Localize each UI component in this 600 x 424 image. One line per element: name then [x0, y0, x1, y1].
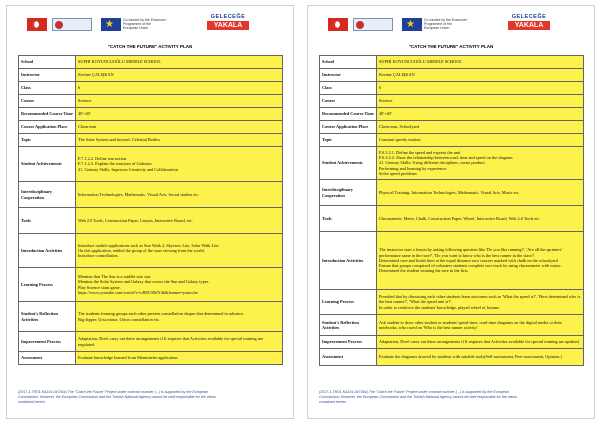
row-label: Introduction Activities	[320, 232, 377, 290]
logo-header	[7, 6, 293, 44]
plan-table	[18, 55, 283, 365]
page-title: "CATCH THE FUTURE" ACTIVITY PLAN	[408, 44, 494, 49]
project-logo-bottom: YAKALA	[207, 21, 249, 30]
row-label: Topic	[320, 134, 377, 147]
row-label: Recommended Course Time	[320, 108, 377, 121]
row-value	[377, 108, 584, 121]
footer-note	[319, 390, 584, 406]
eu-flag-icon	[402, 18, 422, 31]
row-label: Class	[19, 82, 76, 95]
row-label: Recommended Course Time	[19, 108, 76, 121]
row-value-line: Kerime ÇALIŞKAN	[379, 72, 415, 78]
row-label: Improvement Process	[320, 336, 377, 349]
footer-line: (2017-1-TR01-KA101-047364) The "Catch the Future" Project under contract number (...) is supported by the European	[18, 390, 208, 394]
row-value-line: SUPHI KOYUNCUOĞLU MIDDLE SCHOOL	[78, 59, 161, 65]
turkey-flag-icon	[328, 18, 348, 31]
row-value-line: Determined the student winning the race in the first.	[379, 268, 469, 274]
row-value-line: 40'+40'	[379, 111, 392, 117]
row-value-line: 6	[379, 85, 382, 91]
row-value-line: https://www.youtube.com/watch?v=oH8C90tJYdk&feature=youtu.be	[78, 289, 198, 295]
table-row	[19, 134, 283, 147]
row-value	[377, 147, 584, 180]
row-value-line: Science	[78, 98, 92, 104]
row-value-line: Information Technologies, Mathematic, Visual Arts, Social studies etc.	[78, 191, 200, 197]
row-value-line: Evaluate knowledge learned from Mentimeter application.	[78, 355, 179, 361]
table-row	[320, 315, 584, 336]
row-label: Instructor	[19, 69, 76, 82]
row-label: Assessment	[19, 352, 76, 365]
row-value	[76, 56, 283, 69]
row-value-line: 40'+40'	[78, 111, 91, 117]
row-label: Class	[320, 82, 377, 95]
table-row	[19, 302, 283, 332]
erasmus-cofund-text: Co-funded by the Erasmus+ Programme of the European Union	[123, 18, 167, 31]
table-row	[320, 180, 584, 206]
footer-line: (2017-1-TR01-KA101-047364) The "Catch the Future" Project under contract number (...) is supported by the European	[319, 390, 509, 394]
row-value	[377, 290, 584, 315]
row-value-line: Introduce mobile applications such as Star Walk 2, Skyview Lite, Solar Walk Lite.	[78, 242, 220, 248]
table-row	[320, 56, 584, 69]
row-value-line: Mention the Solar System and Galaxy that covers the Sun and Galaxy types.	[78, 279, 210, 285]
row-label: Student's Reflection Activities	[19, 302, 76, 332]
row-value-line: The instructor start a lesson by asking following question like 'Do you like running?', 'Are all the sprinters' performance same in the race?', 'Do you want to know who is the best runner in the class?'.	[379, 247, 563, 258]
row-label: Course Application Place	[19, 121, 76, 134]
row-value-line: The students forming groups each other present constellation shapes that determined in advance.	[78, 311, 244, 317]
project-logo-top: GELECEĞE	[210, 14, 246, 20]
row-value-line: The Solar System and beyond: Celestial Bodies	[78, 137, 160, 143]
table-row	[320, 82, 584, 95]
row-value	[377, 180, 584, 206]
table-row	[320, 232, 584, 290]
row-value-line: Big dipper, Ursa minor, Orion constellation etc.	[78, 316, 160, 322]
row-value-line: Classroom, Schoolyard	[379, 124, 420, 130]
row-value	[377, 206, 584, 232]
table-row	[19, 147, 283, 182]
row-value	[76, 95, 283, 108]
row-value	[76, 134, 283, 147]
table-row	[19, 82, 283, 95]
row-value	[76, 352, 283, 365]
project-logo	[202, 14, 254, 36]
table-row	[19, 268, 283, 302]
activity-plan-page-1	[6, 5, 294, 419]
row-value-line: Introduce constellation.	[78, 253, 119, 259]
table-row	[19, 121, 283, 134]
row-label: Tools	[320, 206, 377, 232]
row-value	[76, 82, 283, 95]
row-value	[377, 82, 584, 95]
footer-note	[18, 390, 283, 406]
row-label: Course Application Place	[320, 121, 377, 134]
table-row	[320, 290, 584, 315]
footer-line: contained herein.	[18, 400, 46, 405]
table-row	[320, 147, 584, 180]
table-row	[19, 208, 283, 234]
row-value	[76, 147, 283, 182]
row-value	[76, 268, 283, 302]
row-label: Instructor	[320, 69, 377, 82]
row-value	[76, 69, 283, 82]
project-logo-top: GELECEĞE	[511, 14, 547, 20]
table-row	[19, 95, 283, 108]
project-logo	[503, 14, 555, 36]
table-row	[320, 69, 584, 82]
row-value-line: Science	[379, 98, 393, 104]
national-agency-logo	[353, 18, 393, 31]
row-value-line: 21. Century Skills; Using different disciplines, create product.	[379, 160, 486, 166]
table-row	[320, 108, 584, 121]
row-label: Topic	[19, 134, 76, 147]
row-value-line: F.7.1.2.2. Define star notion.	[78, 156, 128, 162]
row-value-line: F.6.3.2.1. Define the speed and express the unit	[379, 149, 461, 155]
row-label: Student Achievements	[320, 147, 377, 180]
row-label: Student Achievements	[19, 147, 76, 182]
row-value	[76, 332, 283, 352]
table-row	[320, 349, 584, 366]
table-row	[320, 95, 584, 108]
footer-line: contained herein.	[319, 400, 347, 405]
row-value-line: Classroom	[78, 124, 97, 130]
row-value	[377, 69, 584, 82]
project-logo-bottom: YAKALA	[508, 21, 550, 30]
row-label: School	[320, 56, 377, 69]
row-value	[377, 336, 584, 349]
row-value	[76, 302, 283, 332]
table-row	[320, 336, 584, 349]
logo-header	[308, 6, 594, 44]
table-row	[320, 121, 584, 134]
row-value	[377, 315, 584, 336]
table-row	[19, 182, 283, 208]
row-label: School	[19, 56, 76, 69]
row-value	[76, 234, 283, 268]
row-value-line: Chronometer, Meter, Chalk, Construction Paper, Wheel, Interactive Board, Web 2.0 Tools etc.	[379, 215, 541, 221]
row-value-line: 6	[78, 85, 81, 91]
row-value	[76, 108, 283, 121]
row-value-line: Web 2.0 Tools, Construction Paper, Crayon, Interactive Board, etc.	[78, 217, 193, 223]
plan-table	[319, 55, 584, 366]
table-row	[320, 206, 584, 232]
footer-line: Commission. However, the European Commission and the Turkish National Agency cannot be held responsible for the views	[18, 395, 216, 400]
row-label: Tools	[19, 208, 76, 234]
row-label: Improvement Process	[19, 332, 76, 352]
row-value-line: 21. Century Skills; Improves Creativity and Collaboration	[78, 166, 178, 172]
national-agency-logo	[52, 18, 92, 31]
row-value-line: Mention that The Sun is a middle size star.	[78, 273, 152, 279]
table-row	[19, 332, 283, 352]
row-label: Assessment	[320, 349, 377, 366]
row-value-line: Ensure that groups comprised of volunteer students complete race track by using chronometer with music.	[379, 263, 562, 269]
eu-flag-icon	[101, 18, 121, 31]
row-value	[76, 208, 283, 234]
row-label: Course	[19, 95, 76, 108]
row-value	[377, 95, 584, 108]
row-label: Learning Process	[19, 268, 76, 302]
row-label: Interdisciplinary Cooperation	[320, 180, 377, 206]
row-value	[76, 182, 283, 208]
row-value-line: In order to reinforce the students' knowledge, played wheel of fortune.	[379, 304, 501, 310]
row-value-line: SUPHİ KOYUNCUOĞLU MIDDLE SCHOOL	[379, 59, 462, 65]
footer-line: Commission. However, the European Commission and the Turkish National Agency cannot be held responsible for the views	[319, 395, 517, 400]
row-value-line: F.6.3.2.2. Show the relationship between road, time and speed on the diagram.	[379, 155, 514, 161]
row-value	[377, 121, 584, 134]
table-row	[19, 234, 283, 268]
table-row	[19, 108, 283, 121]
row-value-line: Ask student to draw other student or students' speed-time, road-time diagrams on the digital media or their notebooks, who raced on 'Who is the best runner activity'.	[379, 319, 562, 330]
page-title: "CATCH THE FUTURE" ACTIVITY PLAN	[107, 44, 193, 49]
row-value-line: Kerime ÇALIŞKAN	[78, 72, 114, 78]
row-value-line: Play Science stam game.	[78, 284, 121, 290]
row-value-line: Constant speedy motion	[379, 137, 421, 143]
row-label: Learning Process	[320, 290, 377, 315]
table-row	[19, 69, 283, 82]
turkey-flag-icon	[27, 18, 47, 31]
row-label: Course	[320, 95, 377, 108]
row-value-line: Adaptation, Don't carry out these arrangements if It requires that Activities available for special training are regulated.	[78, 336, 263, 347]
table-row	[19, 352, 283, 365]
row-value	[76, 121, 283, 134]
row-label: Introduction Activities	[19, 234, 76, 268]
activity-plan-page-2	[307, 5, 595, 419]
table-row	[19, 56, 283, 69]
row-value	[377, 349, 584, 366]
row-label: Student's Reflection Activities	[320, 315, 377, 336]
row-value	[377, 56, 584, 69]
row-value-line: Evaluate the diagrams drawed by students with suitable tools(Self-assessment, Peer-assessment, Opinion.)	[379, 354, 562, 360]
row-value-line: Adaptation, Don't carry out these arrangements if It requires that Activities available for special training are updated.	[379, 339, 580, 345]
row-label: Interdisciplinary Cooperation	[19, 182, 76, 208]
row-value-line: Determined race and finish lines at the equal distance race courses marked with chalk on the schoolyard	[379, 257, 558, 263]
row-value-line: Provided that by discussing each other students learn outcomes such as 'What the speed is?', 'How determined who is the best runner?', 'What the speed unit is?'.	[379, 294, 581, 305]
row-value-line: Physical Training, Information Technologies, Mathematic, Visual Arts, Music etc.	[379, 189, 520, 195]
row-value	[377, 134, 584, 147]
row-value-line: F.7.1.2.3. Explain the structure of Galaxies	[78, 161, 152, 167]
row-value	[377, 232, 584, 290]
table-row	[320, 134, 584, 147]
erasmus-cofund-text: Co-funded by the Erasmus+ Programme of the European Union	[424, 18, 468, 31]
row-value-line: Performing and learning by experience.	[379, 165, 448, 171]
row-value-line: Solve speed problems.	[379, 170, 418, 176]
row-value-line: On this application, enttled the group of the stars viewing from the world.	[78, 247, 205, 253]
